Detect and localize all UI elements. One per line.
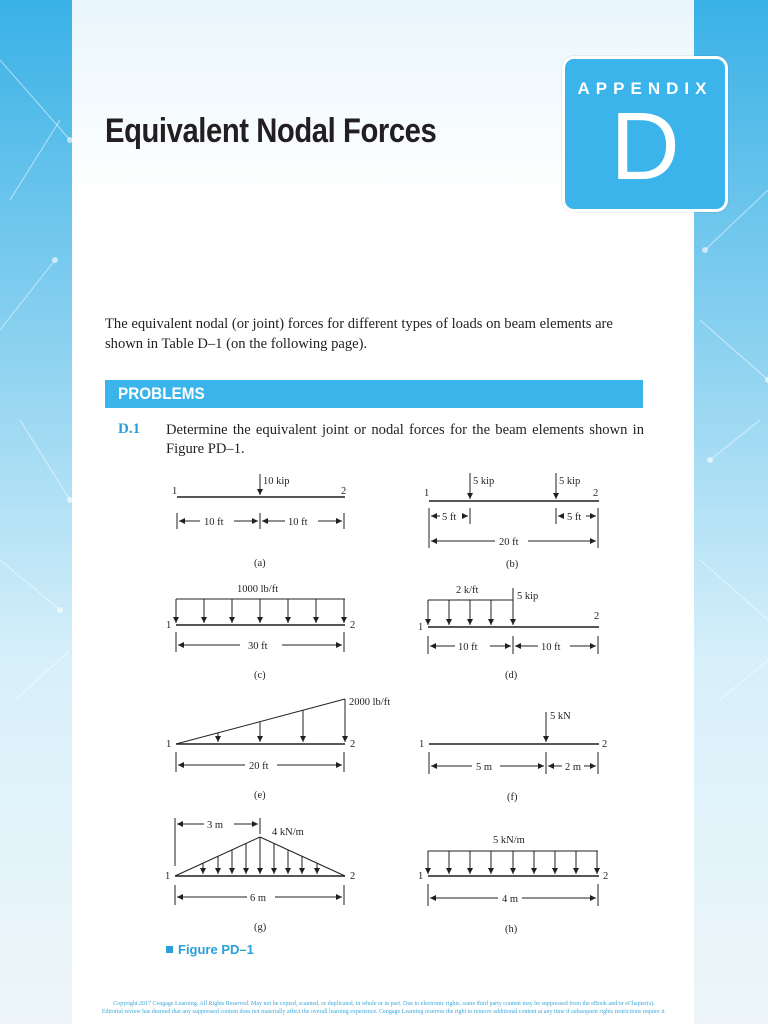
load-label-d2: 5 kip bbox=[517, 591, 539, 602]
problems-heading: PROBLEMS bbox=[118, 384, 205, 403]
copyright-footer bbox=[20, 1000, 748, 1016]
dim-label: 10 ft bbox=[458, 642, 478, 653]
footer-line: Copyright 2017 Cengage Learning. All Rights Reserved. May not be copied, scanned, or duplicated, in whole or in part. Due to electronic rights, some third party content may be suppressed from the eBook and/or eChapter(s). bbox=[113, 1001, 655, 1007]
dim-label: 5 ft bbox=[567, 512, 582, 523]
footer-line: Editorial review has deemed that any suppressed content does not materially affect the overall learning experience. Cengage Learning reserves the right to remove additional content at any time if subsequent rights restrictions require it. bbox=[101, 1009, 667, 1015]
node-label: 2 bbox=[602, 739, 608, 750]
node-label: 2 bbox=[350, 620, 356, 631]
panel-tag: (f) bbox=[507, 792, 518, 803]
panel-tag: (d) bbox=[505, 670, 518, 681]
load-label-d1: 2 k/ft bbox=[456, 585, 479, 596]
panel-tag: (b) bbox=[506, 559, 519, 570]
node-label: 2 bbox=[594, 611, 600, 622]
node-label: 2 bbox=[341, 486, 347, 497]
dim-label: 10 ft bbox=[288, 517, 308, 528]
panel-tag: (a) bbox=[254, 558, 266, 569]
node-label: 2 bbox=[350, 739, 356, 750]
load-label-a: 10 kip bbox=[263, 476, 290, 487]
dim-label: 4 m bbox=[502, 894, 519, 905]
panel-tag: (c) bbox=[254, 670, 266, 681]
load-label-e: 2000 lb/ft bbox=[349, 697, 391, 708]
panel-tag: (e) bbox=[254, 790, 266, 801]
panel-tag: (h) bbox=[505, 924, 518, 935]
figure-caption-text: Figure PD–1 bbox=[178, 942, 254, 957]
page-title: Equivalent Nodal Forces bbox=[105, 112, 437, 150]
dim-label: 2 m bbox=[565, 762, 582, 773]
panel-d bbox=[428, 588, 599, 654]
panel-tag: (g) bbox=[254, 922, 267, 933]
node-label: 1 bbox=[418, 622, 424, 633]
node-label: 1 bbox=[418, 871, 424, 882]
appendix-letter: D bbox=[610, 93, 680, 200]
problem-number: D.1 bbox=[118, 421, 141, 437]
dim-label: 5 ft bbox=[442, 512, 457, 523]
node-label: 1 bbox=[172, 486, 178, 497]
load-label-b1: 5 kip bbox=[473, 476, 495, 487]
panel-a bbox=[177, 474, 345, 529]
appendix-label: APPENDIX bbox=[577, 79, 713, 98]
dim-label: 20 ft bbox=[249, 761, 269, 772]
node-label: 2 bbox=[593, 488, 599, 499]
dim-label: 5 m bbox=[476, 762, 493, 773]
load-label-b2: 5 kip bbox=[559, 476, 581, 487]
dim-label: 3 m bbox=[207, 820, 224, 831]
load-label-g: 4 kN/m bbox=[272, 827, 304, 838]
load-label-c: 1000 lb/ft bbox=[237, 584, 279, 595]
load-label-f: 5 kN bbox=[550, 711, 571, 722]
node-label: 1 bbox=[419, 739, 425, 750]
node-label: 1 bbox=[424, 488, 430, 499]
dim-label: 30 ft bbox=[248, 641, 268, 652]
caption-square-icon bbox=[166, 946, 173, 953]
panel-g bbox=[175, 818, 345, 905]
problem-text: Determine the equivalent joint or nodal forces for the beam elements shown in Figure PD–1. bbox=[166, 422, 644, 457]
dim-label: 10 ft bbox=[541, 642, 561, 653]
dim-label: 10 ft bbox=[204, 517, 224, 528]
node-label: 1 bbox=[165, 871, 171, 882]
load-label-h: 5 kN/m bbox=[493, 835, 525, 846]
dim-label: 20 ft bbox=[499, 537, 519, 548]
dim-label: 6 m bbox=[250, 893, 267, 904]
node-label: 2 bbox=[350, 871, 356, 882]
figure-caption bbox=[166, 942, 254, 957]
node-label: 2 bbox=[603, 871, 609, 882]
node-label: 1 bbox=[166, 739, 172, 750]
intro-paragraph: The equivalent nodal (or joint) forces for different types of loads on beam elements are shown in Table D–1 (on the following page). bbox=[105, 316, 613, 352]
node-label: 1 bbox=[166, 620, 172, 631]
